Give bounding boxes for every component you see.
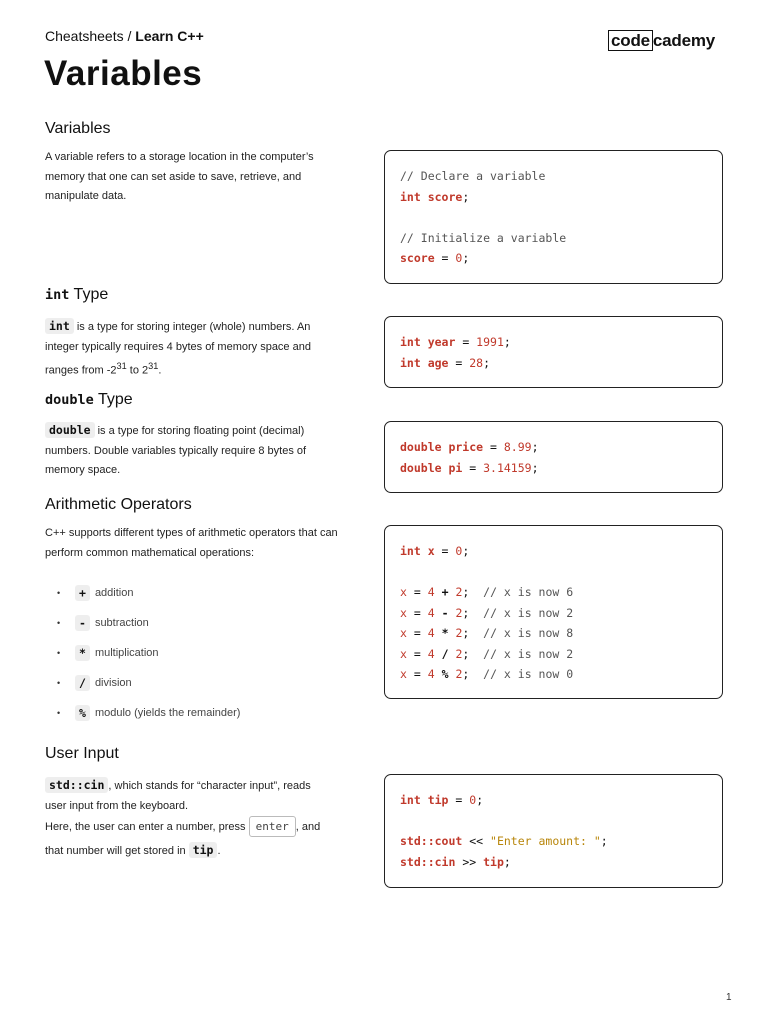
code-comment: // Initialize a variable xyxy=(400,230,567,245)
breadcrumb-current[interactable]: Learn C++ xyxy=(135,28,204,44)
list-item-addition: • + addition xyxy=(57,586,134,600)
code-block-int xyxy=(384,316,723,388)
list-item-subtraction: • - subtraction xyxy=(57,616,149,630)
section-heading-int-type: int Type xyxy=(45,286,109,303)
code-line: std::cin >> tip; xyxy=(400,854,511,869)
code-line: int score; xyxy=(400,189,470,204)
section-text-variables: A variable refers to a storage location in the computer’s memory that one can set aside to save, retrieve, and manipulate data. xyxy=(45,151,314,202)
code-comment: // Declare a variable xyxy=(400,169,546,183)
logo-text: cademy xyxy=(652,31,716,50)
breadcrumb xyxy=(45,28,204,44)
section-heading-user-input: User Input xyxy=(45,745,119,762)
code-line: int year = 1991; xyxy=(400,335,511,349)
code-line: x = 4 / 2; // x is now 2 xyxy=(400,646,574,661)
section-text-int-type: int is a type for storing integer (whole) numbers. An integer typically requires 4 bytes of memory space and ranges from $-2^{31}$ to $2^{31}$. xyxy=(45,319,311,377)
code-line: int x = 0; xyxy=(400,544,470,558)
list-item-multiplication: • * multiplication xyxy=(57,646,159,660)
code-blank-line xyxy=(400,811,722,832)
breadcrumb-link-cheatsheets[interactable]: Cheatsheets xyxy=(45,28,124,44)
inline-code-int: int xyxy=(45,318,74,334)
section-text-double-type: double is a type for storing floating point (decimal) numbers. Double variables typically require 8 bytes of memory space. xyxy=(45,423,307,476)
code-block-user-input xyxy=(384,774,723,888)
inline-code-double: double xyxy=(45,422,95,438)
code-line: double price = 8.99; xyxy=(400,440,539,454)
code-block-double xyxy=(384,421,723,493)
list-item-division: • / division xyxy=(57,676,132,690)
code-blank-line xyxy=(400,207,722,228)
code-line: score = 0; xyxy=(400,251,470,265)
inline-code-tip: tip xyxy=(189,842,218,858)
code-block-arithmetic xyxy=(384,525,723,699)
list-item-modulo: • % modulo (yields the remainder) xyxy=(57,706,241,720)
code-line: int tip = 0; xyxy=(400,793,484,807)
section-heading-arithmetic: Arithmetic Operators xyxy=(45,496,192,513)
breadcrumb-separator: / xyxy=(123,28,136,44)
code-line: std::cout << "Enter amount: "; xyxy=(400,834,608,848)
kbd-enter-key: enter xyxy=(249,816,296,837)
code-line: x = 4 - 2; // x is now 2 xyxy=(400,605,574,620)
section-text-user-input: std::cin , which stands for “character input”, reads user input from the keyboard. xyxy=(45,778,311,812)
page-title: Variables xyxy=(44,54,203,93)
code-line: int age = 28; xyxy=(400,355,491,370)
code-block-variables xyxy=(384,150,723,284)
codecademy-logo[interactable] xyxy=(608,31,715,51)
section-heading-variables: Variables xyxy=(45,120,111,137)
code-blank-line xyxy=(400,562,722,583)
operator-list xyxy=(45,578,240,728)
code-line: x = 4 + 2; // x is now 6 xyxy=(400,585,574,599)
code-line: double pi = 3.14159; xyxy=(400,460,539,475)
section-heading-double-type: double Type xyxy=(45,391,133,408)
code-line: x = 4 * 2; // x is now 8 xyxy=(400,626,574,640)
logo-boxed-text: code xyxy=(608,30,653,51)
code-line: x = 4 % 2; // x is now 0 xyxy=(400,667,574,681)
inline-code-std-cin: std::cin xyxy=(45,777,108,793)
section-text-arithmetic: C++ supports different types of arithmetic operators that can perform common mathematical operations: xyxy=(45,527,338,559)
page-number: 1 xyxy=(726,992,732,1003)
section-text-user-input-2: Here, the user can enter a number, press enter , and that number will get stored in tip . xyxy=(45,816,335,863)
